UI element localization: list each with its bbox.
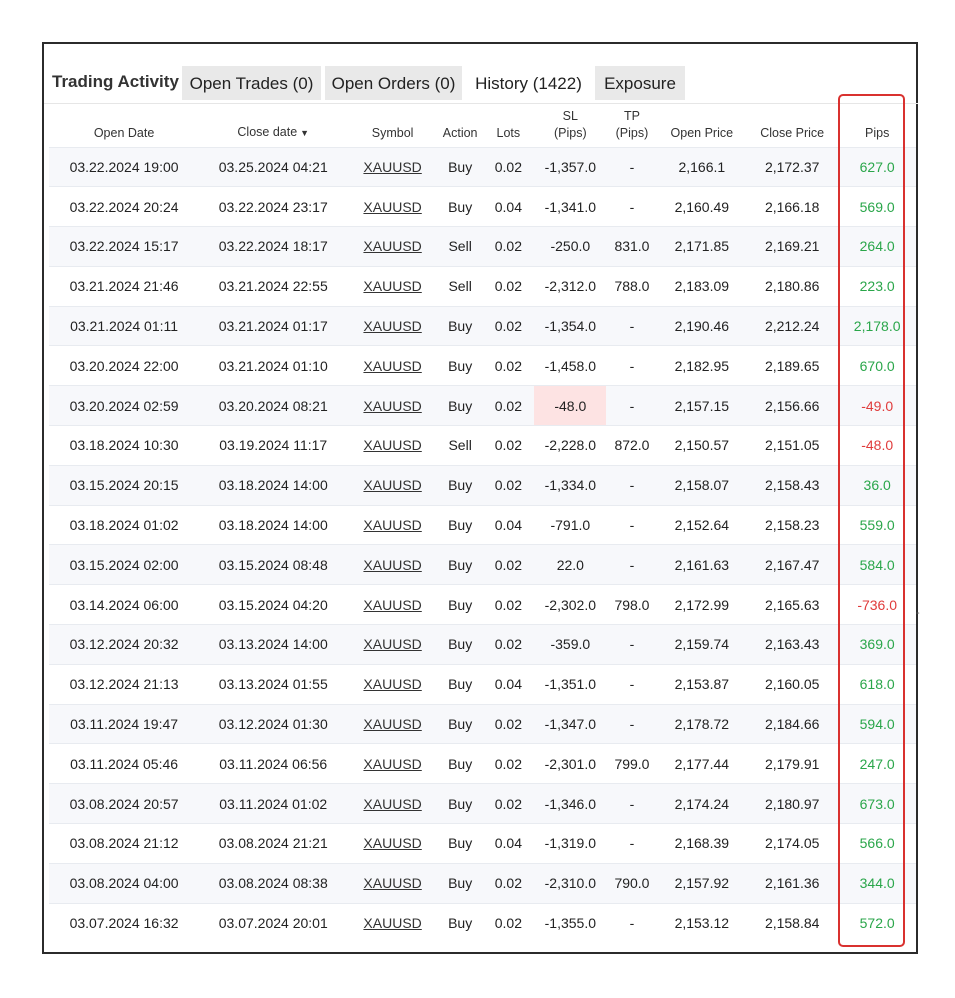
pips-cell: 569.0 bbox=[838, 187, 916, 227]
close-date-cell: 03.08.2024 21:21 bbox=[199, 824, 347, 864]
tab-bar bbox=[44, 62, 918, 104]
column-header-open-price[interactable]: Open Price bbox=[670, 125, 734, 140]
history-table bbox=[49, 104, 916, 943]
lots-cell: 0.04 bbox=[482, 505, 534, 545]
sl-cell: -1,355.0 bbox=[534, 903, 606, 943]
action-cell: Sell bbox=[438, 266, 483, 306]
tp-cell: - bbox=[606, 187, 657, 227]
action-cell: Buy bbox=[438, 664, 483, 704]
symbol-link[interactable]: XAUUSD bbox=[347, 346, 438, 386]
close-date-cell: 03.18.2024 14:00 bbox=[199, 505, 347, 545]
lots-cell: 0.02 bbox=[482, 625, 534, 665]
lots-cell: 0.02 bbox=[482, 704, 534, 744]
column-header-open-date[interactable]: Open Date bbox=[93, 125, 155, 140]
open-date-cell: 03.18.2024 01:02 bbox=[49, 505, 199, 545]
close-date-cell: 03.21.2024 01:17 bbox=[199, 306, 347, 346]
open-price-cell: 2,183.09 bbox=[658, 266, 746, 306]
symbol-link[interactable]: XAUUSD bbox=[347, 863, 438, 903]
lots-cell: 0.02 bbox=[482, 306, 534, 346]
lots-cell: 0.04 bbox=[482, 187, 534, 227]
tp-cell: - bbox=[606, 784, 657, 824]
close-date-cell: 03.21.2024 01:10 bbox=[199, 346, 347, 386]
sl-cell: -791.0 bbox=[534, 505, 606, 545]
symbol-link[interactable]: XAUUSD bbox=[347, 585, 438, 625]
action-cell: Buy bbox=[438, 505, 483, 545]
sl-cell: 22.0 bbox=[534, 545, 606, 585]
table-header-row bbox=[49, 104, 916, 147]
table-row[interactable] bbox=[49, 784, 916, 824]
pips-cell: 344.0 bbox=[838, 863, 916, 903]
pips-cell: 247.0 bbox=[838, 744, 916, 784]
symbol-link[interactable]: XAUUSD bbox=[347, 147, 438, 187]
tp-cell: 788.0 bbox=[606, 266, 657, 306]
sl-cell: -1,351.0 bbox=[534, 664, 606, 704]
table-row[interactable] bbox=[49, 744, 916, 784]
tp-cell: - bbox=[606, 147, 657, 187]
close-price-cell: 2,180.86 bbox=[746, 266, 838, 306]
action-cell: Buy bbox=[438, 465, 483, 505]
table-row[interactable] bbox=[49, 545, 916, 585]
open-date-cell: 03.08.2024 04:00 bbox=[49, 863, 199, 903]
close-date-cell: 03.21.2024 22:55 bbox=[199, 266, 347, 306]
close-date-cell: 03.07.2024 20:01 bbox=[199, 903, 347, 943]
action-cell: Buy bbox=[438, 187, 483, 227]
sl-cell: -1,334.0 bbox=[534, 465, 606, 505]
column-header-sl[interactable]: SL (Pips) bbox=[553, 108, 587, 140]
close-price-cell: 2,184.66 bbox=[746, 704, 838, 744]
tp-cell: 831.0 bbox=[606, 227, 657, 267]
lots-cell: 0.02 bbox=[482, 346, 534, 386]
symbol-link[interactable]: XAUUSD bbox=[347, 266, 438, 306]
pips-cell: 670.0 bbox=[838, 346, 916, 386]
action-cell: Buy bbox=[438, 625, 483, 665]
tab-exposure[interactable]: Exposure bbox=[595, 66, 685, 100]
open-date-cell: 03.08.2024 20:57 bbox=[49, 784, 199, 824]
open-price-cell: 2,150.57 bbox=[658, 426, 746, 466]
open-price-cell: 2,174.24 bbox=[658, 784, 746, 824]
open-date-cell: 03.21.2024 01:11 bbox=[49, 306, 199, 346]
pips-cell: -736.0 bbox=[838, 585, 916, 625]
table-row[interactable] bbox=[49, 585, 916, 625]
action-cell: Buy bbox=[438, 346, 483, 386]
pips-cell: 618.0 bbox=[838, 664, 916, 704]
open-price-cell: 2,160.49 bbox=[658, 187, 746, 227]
tab-history[interactable]: History (1422) bbox=[465, 66, 592, 100]
column-header-close-date[interactable]: Close date ▼ bbox=[237, 124, 310, 139]
close-price-cell: 2,163.43 bbox=[746, 625, 838, 665]
column-header-lots[interactable]: Lots bbox=[496, 125, 521, 140]
lots-cell: 0.02 bbox=[482, 744, 534, 784]
close-price-cell: 2,161.36 bbox=[746, 863, 838, 903]
lots-cell: 0.02 bbox=[482, 386, 534, 426]
symbol-link[interactable]: XAUUSD bbox=[347, 386, 438, 426]
close-price-cell: 2,189.65 bbox=[746, 346, 838, 386]
sl-cell: -1,458.0 bbox=[534, 346, 606, 386]
table-row[interactable] bbox=[49, 664, 916, 704]
table-row[interactable] bbox=[49, 187, 916, 227]
open-date-cell: 03.07.2024 16:32 bbox=[49, 903, 199, 943]
sl-cell: -2,301.0 bbox=[534, 744, 606, 784]
symbol-link[interactable]: XAUUSD bbox=[347, 625, 438, 665]
close-price-cell: 2,166.18 bbox=[746, 187, 838, 227]
open-price-cell: 2,177.44 bbox=[658, 744, 746, 784]
symbol-link[interactable]: XAUUSD bbox=[347, 465, 438, 505]
table-row[interactable] bbox=[49, 863, 916, 903]
open-date-cell: 03.11.2024 05:46 bbox=[49, 744, 199, 784]
close-date-cell: 03.18.2024 14:00 bbox=[199, 465, 347, 505]
open-date-cell: 03.15.2024 20:15 bbox=[49, 465, 199, 505]
action-cell: Buy bbox=[438, 824, 483, 864]
table-row[interactable] bbox=[49, 346, 916, 386]
close-date-cell: 03.15.2024 04:20 bbox=[199, 585, 347, 625]
open-price-cell: 2,166.1 bbox=[658, 147, 746, 187]
close-date-cell: 03.12.2024 01:30 bbox=[199, 704, 347, 744]
action-cell: Buy bbox=[438, 147, 483, 187]
close-date-cell: 03.25.2024 04:21 bbox=[199, 147, 347, 187]
action-cell: Buy bbox=[438, 744, 483, 784]
close-price-cell: 2,179.91 bbox=[746, 744, 838, 784]
close-date-cell: 03.11.2024 01:02 bbox=[199, 784, 347, 824]
open-price-cell: 2,152.64 bbox=[658, 505, 746, 545]
sl-cell: -2,312.0 bbox=[534, 266, 606, 306]
close-price-cell: 2,158.23 bbox=[746, 505, 838, 545]
table-row[interactable] bbox=[49, 147, 916, 187]
close-date-cell: 03.13.2024 01:55 bbox=[199, 664, 347, 704]
open-date-cell: 03.22.2024 19:00 bbox=[49, 147, 199, 187]
open-date-cell: 03.12.2024 20:32 bbox=[49, 625, 199, 665]
symbol-link[interactable]: XAUUSD bbox=[347, 227, 438, 267]
sl-cell: -1,346.0 bbox=[534, 784, 606, 824]
pips-cell: 673.0 bbox=[838, 784, 916, 824]
sl-cell: -359.0 bbox=[534, 625, 606, 665]
close-date-cell: 03.22.2024 23:17 bbox=[199, 187, 347, 227]
lots-cell: 0.02 bbox=[482, 863, 534, 903]
open-price-cell: 2,168.39 bbox=[658, 824, 746, 864]
tp-cell: - bbox=[606, 505, 657, 545]
symbol-link[interactable]: XAUUSD bbox=[347, 784, 438, 824]
symbol-link[interactable]: XAUUSD bbox=[347, 903, 438, 943]
open-price-cell: 2,153.87 bbox=[658, 664, 746, 704]
sl-cell: -1,354.0 bbox=[534, 306, 606, 346]
close-price-cell: 2,156.66 bbox=[746, 386, 838, 426]
tp-cell: - bbox=[606, 386, 657, 426]
table-row[interactable] bbox=[49, 903, 916, 943]
table-row[interactable] bbox=[49, 266, 916, 306]
open-price-cell: 2,157.15 bbox=[658, 386, 746, 426]
table-row[interactable] bbox=[49, 465, 916, 505]
pips-cell: 594.0 bbox=[838, 704, 916, 744]
action-cell: Buy bbox=[438, 306, 483, 346]
action-cell: Buy bbox=[438, 386, 483, 426]
sl-cell: -1,347.0 bbox=[534, 704, 606, 744]
tp-cell: - bbox=[606, 465, 657, 505]
column-header-close-price[interactable]: Close Price bbox=[760, 125, 825, 140]
lots-cell: 0.04 bbox=[482, 824, 534, 864]
open-date-cell: 03.22.2024 15:17 bbox=[49, 227, 199, 267]
close-date-cell: 03.11.2024 06:56 bbox=[199, 744, 347, 784]
close-date-cell: 03.15.2024 08:48 bbox=[199, 545, 347, 585]
close-date-cell: 03.08.2024 08:38 bbox=[199, 863, 347, 903]
close-price-cell: 2,160.05 bbox=[746, 664, 838, 704]
open-date-cell: 03.22.2024 20:24 bbox=[49, 187, 199, 227]
close-price-cell: 2,158.43 bbox=[746, 465, 838, 505]
stray-mark: - bbox=[916, 607, 920, 619]
tab-open-orders[interactable]: Open Orders (0) bbox=[325, 66, 462, 100]
close-date-cell: 03.22.2024 18:17 bbox=[199, 227, 347, 267]
sl-cell: -48.0 bbox=[534, 386, 606, 426]
open-date-cell: 03.21.2024 21:46 bbox=[49, 266, 199, 306]
lots-cell: 0.02 bbox=[482, 545, 534, 585]
close-price-cell: 2,158.84 bbox=[746, 903, 838, 943]
lots-cell: 0.02 bbox=[482, 465, 534, 505]
pips-cell: 36.0 bbox=[838, 465, 916, 505]
open-price-cell: 2,159.74 bbox=[658, 625, 746, 665]
close-price-cell: 2,212.24 bbox=[746, 306, 838, 346]
sl-cell: -1,357.0 bbox=[534, 147, 606, 187]
pips-cell: 627.0 bbox=[838, 147, 916, 187]
close-price-cell: 2,169.21 bbox=[746, 227, 838, 267]
lots-cell: 0.02 bbox=[482, 585, 534, 625]
column-header-action[interactable]: Action bbox=[442, 125, 478, 140]
open-date-cell: 03.08.2024 21:12 bbox=[49, 824, 199, 864]
open-date-cell: 03.14.2024 06:00 bbox=[49, 585, 199, 625]
tp-cell: - bbox=[606, 545, 657, 585]
open-price-cell: 2,161.63 bbox=[658, 545, 746, 585]
panel-title: Trading Activity bbox=[52, 72, 179, 91]
close-price-cell: 2,167.47 bbox=[746, 545, 838, 585]
close-date-cell: 03.19.2024 11:17 bbox=[199, 426, 347, 466]
action-cell: Buy bbox=[438, 903, 483, 943]
open-price-cell: 2,158.07 bbox=[658, 465, 746, 505]
symbol-link[interactable]: XAUUSD bbox=[347, 744, 438, 784]
close-price-cell: 2,174.05 bbox=[746, 824, 838, 864]
table-row[interactable] bbox=[49, 227, 916, 267]
symbol-link[interactable]: XAUUSD bbox=[347, 187, 438, 227]
pips-cell: 572.0 bbox=[838, 903, 916, 943]
table-row[interactable] bbox=[49, 704, 916, 744]
trading-activity-panel bbox=[42, 42, 918, 954]
tp-cell: - bbox=[606, 664, 657, 704]
lots-cell: 0.02 bbox=[482, 147, 534, 187]
lots-cell: 0.02 bbox=[482, 784, 534, 824]
pips-cell: 369.0 bbox=[838, 625, 916, 665]
symbol-link[interactable]: XAUUSD bbox=[347, 426, 438, 466]
tp-cell: 790.0 bbox=[606, 863, 657, 903]
tp-cell: - bbox=[606, 306, 657, 346]
open-date-cell: 03.20.2024 02:59 bbox=[49, 386, 199, 426]
pips-cell: 584.0 bbox=[838, 545, 916, 585]
tp-cell: - bbox=[606, 625, 657, 665]
pips-cell: 566.0 bbox=[838, 824, 916, 864]
close-date-cell: 03.13.2024 14:00 bbox=[199, 625, 347, 665]
tp-cell: - bbox=[606, 704, 657, 744]
open-price-cell: 2,157.92 bbox=[658, 863, 746, 903]
column-header-tp[interactable]: TP (Pips) bbox=[615, 108, 649, 140]
pips-cell: 559.0 bbox=[838, 505, 916, 545]
action-cell: Buy bbox=[438, 704, 483, 744]
tp-cell: 872.0 bbox=[606, 426, 657, 466]
table-row[interactable] bbox=[49, 306, 916, 346]
close-price-cell: 2,151.05 bbox=[746, 426, 838, 466]
sl-cell: -2,302.0 bbox=[534, 585, 606, 625]
pips-cell: 223.0 bbox=[838, 266, 916, 306]
sl-cell: -250.0 bbox=[534, 227, 606, 267]
close-price-cell: 2,180.97 bbox=[746, 784, 838, 824]
tp-cell: 799.0 bbox=[606, 744, 657, 784]
action-cell: Sell bbox=[438, 227, 483, 267]
pips-cell: 2,178.0 bbox=[838, 306, 916, 346]
action-cell: Buy bbox=[438, 863, 483, 903]
lots-cell: 0.02 bbox=[482, 426, 534, 466]
open-price-cell: 2,182.95 bbox=[658, 346, 746, 386]
table-row[interactable] bbox=[49, 824, 916, 864]
open-price-cell: 2,172.99 bbox=[658, 585, 746, 625]
lots-cell: 0.02 bbox=[482, 266, 534, 306]
open-date-cell: 03.20.2024 22:00 bbox=[49, 346, 199, 386]
action-cell: Buy bbox=[438, 585, 483, 625]
pips-cell: -49.0 bbox=[838, 386, 916, 426]
action-cell: Sell bbox=[438, 426, 483, 466]
close-date-cell: 03.20.2024 08:21 bbox=[199, 386, 347, 426]
action-cell: Buy bbox=[438, 545, 483, 585]
table-row[interactable] bbox=[49, 426, 916, 466]
symbol-link[interactable]: XAUUSD bbox=[347, 704, 438, 744]
tab-open-trades[interactable]: Open Trades (0) bbox=[182, 66, 321, 100]
open-date-cell: 03.15.2024 02:00 bbox=[49, 545, 199, 585]
symbol-link[interactable]: XAUUSD bbox=[347, 664, 438, 704]
action-cell: Buy bbox=[438, 784, 483, 824]
close-price-cell: 2,165.63 bbox=[746, 585, 838, 625]
symbol-link[interactable]: XAUUSD bbox=[347, 306, 438, 346]
table-row[interactable] bbox=[49, 625, 916, 665]
sl-cell: -1,319.0 bbox=[534, 824, 606, 864]
open-price-cell: 2,153.12 bbox=[658, 903, 746, 943]
lots-cell: 0.04 bbox=[482, 664, 534, 704]
symbol-link[interactable]: XAUUSD bbox=[347, 545, 438, 585]
sort-descending-icon: ▼ bbox=[300, 127, 310, 138]
tp-cell: - bbox=[606, 346, 657, 386]
sl-cell: -1,341.0 bbox=[534, 187, 606, 227]
lots-cell: 0.02 bbox=[482, 903, 534, 943]
table-row[interactable] bbox=[49, 386, 916, 426]
column-header-symbol[interactable]: Symbol bbox=[371, 125, 414, 140]
sl-cell: -2,310.0 bbox=[534, 863, 606, 903]
open-date-cell: 03.18.2024 10:30 bbox=[49, 426, 199, 466]
open-date-cell: 03.11.2024 19:47 bbox=[49, 704, 199, 744]
lots-cell: 0.02 bbox=[482, 227, 534, 267]
close-price-cell: 2,172.37 bbox=[746, 147, 838, 187]
symbol-link[interactable]: XAUUSD bbox=[347, 824, 438, 864]
pips-cell: -48.0 bbox=[838, 426, 916, 466]
open-price-cell: 2,190.46 bbox=[658, 306, 746, 346]
symbol-link[interactable]: XAUUSD bbox=[347, 505, 438, 545]
pips-cell: 264.0 bbox=[838, 227, 916, 267]
sl-cell: -2,228.0 bbox=[534, 426, 606, 466]
open-price-cell: 2,171.85 bbox=[658, 227, 746, 267]
open-date-cell: 03.12.2024 21:13 bbox=[49, 664, 199, 704]
open-price-cell: 2,178.72 bbox=[658, 704, 746, 744]
tp-cell: - bbox=[606, 903, 657, 943]
column-header-pips[interactable]: Pips bbox=[865, 125, 890, 140]
table-row[interactable] bbox=[49, 505, 916, 545]
tp-cell: 798.0 bbox=[606, 585, 657, 625]
tp-cell: - bbox=[606, 824, 657, 864]
